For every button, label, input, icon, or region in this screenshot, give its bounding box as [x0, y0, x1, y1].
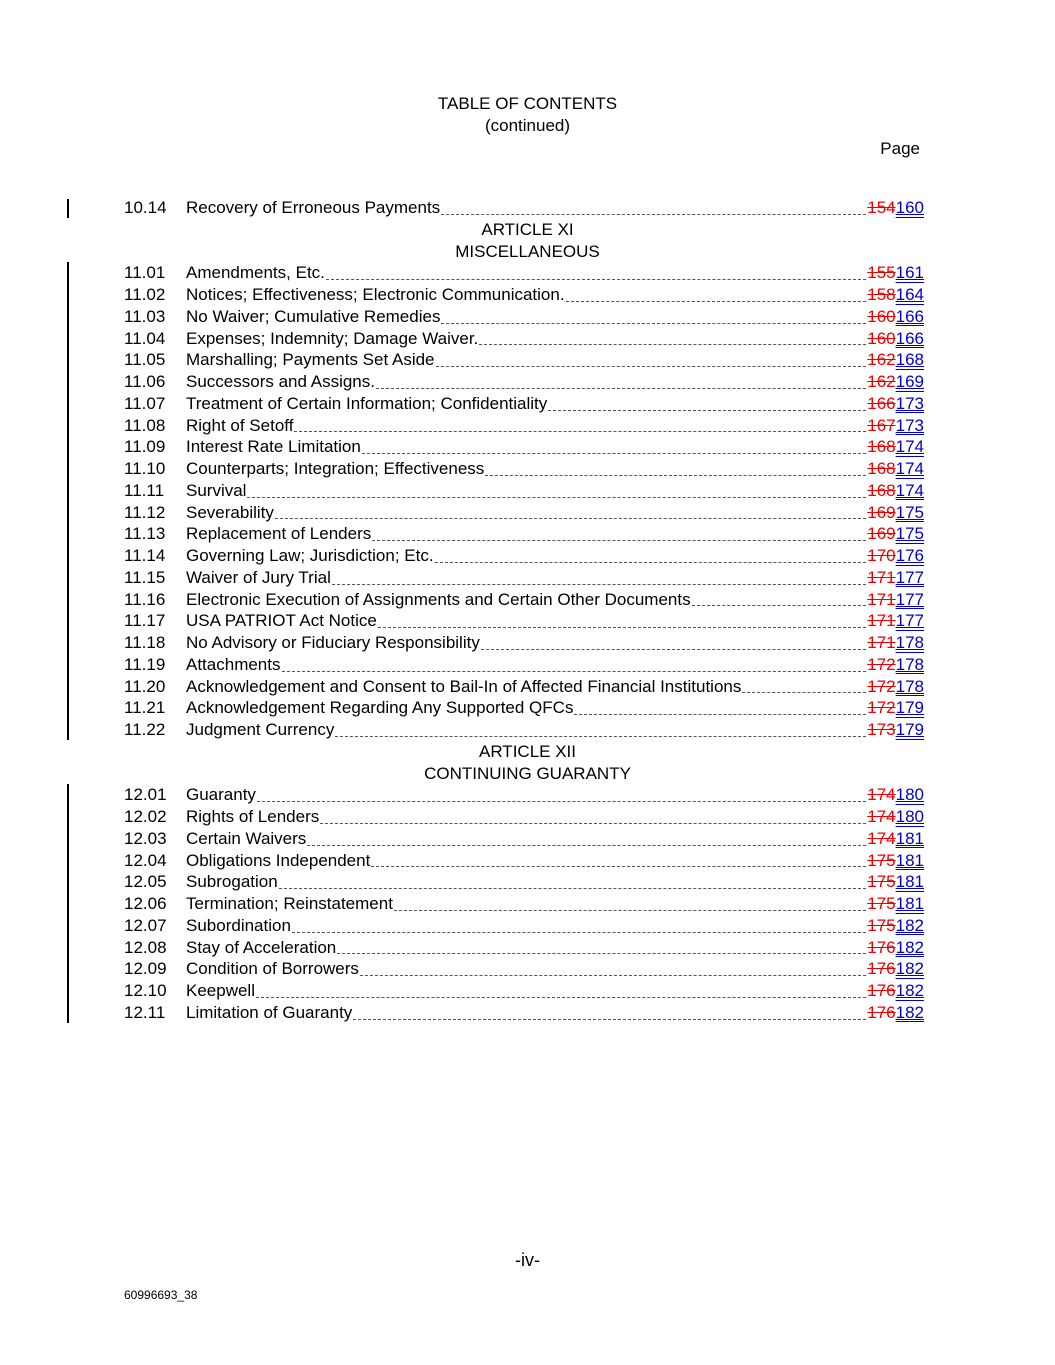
dot-leader	[360, 975, 866, 976]
inserted-page-number[interactable]: 181	[895, 828, 924, 848]
section-title[interactable]: Interest Rate Limitation	[186, 437, 361, 457]
section-title[interactable]: Treatment of Certain Information; Confidentiality	[186, 393, 548, 413]
section-title[interactable]: Subordination	[186, 915, 291, 935]
inserted-page-number[interactable]: 180	[895, 807, 924, 826]
toc-entry[interactable]	[124, 393, 924, 415]
section-title[interactable]: Acknowledgement Regarding Any Supported QFCs	[186, 698, 574, 718]
document-id: 60996693_38	[124, 1288, 198, 1302]
section-title[interactable]: Obligations Independent	[186, 850, 371, 870]
section-number: 11.11	[124, 480, 165, 500]
deleted-page-number: 171	[867, 633, 896, 652]
dot-leader	[481, 649, 866, 650]
section-title[interactable]: Right of Setoff	[186, 415, 294, 435]
inserted-page-number[interactable]: 177	[895, 611, 924, 631]
deleted-page-number: 166	[867, 393, 896, 413]
section-title[interactable]: Waiver of Jury Trial	[186, 567, 331, 587]
toc-entry[interactable]	[124, 415, 924, 437]
deleted-page-number: 175	[867, 915, 896, 935]
inserted-page-number[interactable]: 178	[895, 633, 924, 652]
deleted-page-number: 168	[867, 437, 896, 457]
section-number: 11.21	[124, 698, 166, 718]
deleted-page-number: 167	[867, 415, 896, 435]
dot-leader	[441, 323, 866, 324]
dot-leader	[376, 388, 866, 389]
toc-entry[interactable]	[124, 958, 924, 980]
section-number: 12.11	[124, 1002, 166, 1022]
section-number: 11.07	[124, 393, 166, 413]
deleted-page-number: 175	[867, 850, 896, 870]
dot-leader	[307, 845, 866, 846]
dot-leader	[353, 1019, 866, 1020]
section-number: 11.18	[124, 633, 166, 652]
deleted-page-number: 168	[867, 480, 896, 500]
inserted-page-number[interactable]: 181	[895, 872, 924, 892]
dot-leader	[362, 453, 866, 454]
inserted-page-number[interactable]: 178	[895, 654, 924, 674]
section-number: 11.12	[124, 502, 166, 522]
dot-leader	[485, 475, 866, 476]
dot-leader	[378, 627, 866, 628]
toc-entry[interactable]	[124, 480, 924, 502]
section-title[interactable]: No Waiver; Cumulative Remedies	[186, 306, 441, 326]
inserted-page-number[interactable]: 180	[895, 785, 924, 805]
toc-entry[interactable]	[124, 458, 924, 480]
inserted-page-number[interactable]: 168	[895, 350, 924, 370]
inserted-page-number[interactable]: 161	[895, 263, 924, 283]
toc-entry[interactable]	[124, 654, 924, 676]
dot-leader	[441, 214, 866, 215]
section-title[interactable]: No Advisory or Fiduciary Responsibility	[186, 633, 480, 652]
deleted-page-number: 176	[867, 937, 896, 957]
dot-leader	[256, 997, 866, 998]
section-title[interactable]: Keepwell	[186, 981, 255, 1000]
toc-entry[interactable]	[124, 915, 924, 937]
dot-leader	[394, 910, 866, 911]
dot-leader	[332, 584, 866, 585]
change-bar	[67, 199, 69, 218]
inserted-page-number[interactable]: 174	[895, 459, 924, 478]
section-title[interactable]: Rights of Lenders	[186, 807, 320, 826]
page-number: -iv-	[515, 1250, 540, 1270]
section-number: 11.10	[124, 459, 166, 478]
section-title[interactable]: Survival	[186, 480, 247, 500]
deleted-page-number: 176	[867, 1002, 896, 1022]
inserted-page-number[interactable]: 177	[895, 589, 924, 609]
deleted-page-number: 162	[867, 372, 896, 391]
section-title[interactable]: Acknowledgement and Consent to Bail-In of Affected Financial Institutions	[186, 676, 742, 696]
toc-entry[interactable]	[124, 937, 924, 959]
section-title[interactable]: Stay of Acceleration	[186, 937, 337, 957]
section-title[interactable]: Attachments	[186, 654, 281, 674]
toc-subtitle: (continued)	[484, 116, 571, 135]
deleted-page-number: 171	[867, 589, 896, 609]
inserted-page-number[interactable]: 173	[895, 393, 924, 413]
dot-leader	[371, 866, 866, 867]
change-bar	[67, 784, 69, 1023]
dot-leader	[435, 562, 867, 563]
section-number: 11.17	[124, 611, 166, 631]
section-number: 10.14	[124, 198, 167, 217]
section-number: 11.03	[124, 306, 166, 326]
deleted-page-number: 176	[867, 959, 896, 979]
section-title[interactable]: Recovery of Erroneous Payments	[186, 198, 441, 217]
page-column-label: Page	[880, 139, 920, 158]
dot-leader	[335, 736, 866, 737]
deleted-page-number: 170	[867, 546, 896, 565]
dot-leader	[282, 671, 867, 672]
section-number: 11.09	[124, 437, 166, 457]
toc-entry[interactable]	[124, 632, 924, 654]
dot-leader	[692, 605, 867, 606]
deleted-page-number: 158	[867, 285, 896, 304]
section-number: 12.02	[124, 807, 167, 826]
deleted-page-number: 169	[867, 502, 896, 522]
inserted-page-number[interactable]: 182	[895, 959, 924, 979]
toc-entry[interactable]	[124, 980, 924, 1002]
section-title[interactable]: Termination; Reinstatement	[186, 894, 393, 913]
toc-entry[interactable]	[124, 610, 924, 632]
toc-entry[interactable]	[124, 1002, 924, 1024]
toc-entry[interactable]	[124, 545, 924, 567]
dot-leader	[436, 366, 867, 367]
section-title[interactable]: Guaranty	[186, 785, 256, 805]
section-number: 12.05	[124, 872, 167, 892]
toc-entry[interactable]	[124, 436, 924, 458]
section-title[interactable]: Limitation of Guaranty	[186, 1002, 353, 1022]
section-title[interactable]: Certain Waivers	[186, 828, 307, 848]
section-title[interactable]: Counterparts; Integration; Effectiveness	[186, 459, 485, 478]
section-number: 11.06	[124, 372, 166, 391]
toc-entry[interactable]	[124, 306, 924, 328]
deleted-page-number: 174	[867, 785, 896, 805]
inserted-page-number[interactable]: 181	[895, 850, 924, 870]
dot-leader	[292, 932, 866, 933]
section-number: 11.08	[124, 415, 166, 435]
section-number: 12.04	[124, 850, 167, 870]
article-heading: ARTICLE XI	[481, 219, 574, 239]
dot-leader	[372, 540, 866, 541]
inserted-page-number[interactable]: 179	[895, 698, 924, 718]
inserted-page-number[interactable]: 164	[895, 285, 924, 304]
section-title[interactable]: Amendments, Etc.	[186, 263, 325, 283]
section-number: 12.10	[124, 981, 167, 1000]
inserted-page-number[interactable]: 173	[895, 415, 924, 435]
section-number: 11.04	[124, 328, 166, 348]
deleted-page-number: 172	[867, 654, 896, 674]
toc-entry[interactable]	[124, 806, 924, 828]
toc-entry[interactable]	[124, 676, 924, 698]
section-title[interactable]: Governing Law; Jurisdiction; Etc.	[186, 546, 434, 565]
deleted-page-number: 172	[867, 676, 896, 696]
section-number: 11.13	[124, 524, 166, 544]
toc-entry[interactable]	[124, 523, 924, 545]
deleted-page-number: 162	[867, 350, 896, 370]
article-subheading: MISCELLANEOUS	[455, 241, 600, 261]
section-number: 11.14	[124, 546, 166, 565]
section-title[interactable]: Successors and Assigns.	[186, 372, 375, 391]
dot-leader	[320, 823, 866, 824]
section-number: 11.15	[124, 567, 166, 587]
dot-leader	[294, 431, 866, 432]
section-number: 11.20	[124, 676, 166, 696]
dot-leader	[574, 714, 866, 715]
deleted-page-number: 155	[867, 263, 896, 283]
dot-leader	[548, 410, 866, 411]
section-title[interactable]: Expenses; Indemnity; Damage Waiver.	[186, 328, 479, 348]
section-title[interactable]: Replacement of Lenders	[186, 524, 372, 544]
inserted-page-number[interactable]: 182	[895, 937, 924, 957]
inserted-page-number[interactable]: 169	[895, 372, 924, 391]
toc-entry[interactable]	[124, 567, 924, 589]
deleted-page-number: 154	[867, 198, 896, 217]
dot-leader	[279, 888, 867, 889]
toc-list	[124, 197, 924, 1024]
section-title[interactable]: Electronic Execution of Assignments and Certain Other Documents	[186, 589, 691, 609]
section-number: 12.09	[124, 959, 167, 979]
inserted-page-number[interactable]: 166	[895, 306, 924, 326]
section-title[interactable]: Judgment Currency	[186, 720, 335, 739]
article-heading: ARTICLE XII	[479, 741, 576, 761]
deleted-page-number: 175	[867, 894, 896, 913]
deleted-page-number: 171	[867, 611, 896, 631]
inserted-page-number[interactable]: 179	[895, 720, 924, 739]
dot-leader	[742, 692, 866, 693]
section-title[interactable]: Condition of Borrowers	[186, 959, 359, 979]
inserted-page-number[interactable]: 175	[895, 524, 924, 544]
section-title[interactable]: USA PATRIOT Act Notice	[186, 611, 377, 631]
inserted-page-number[interactable]: 174	[895, 480, 924, 500]
inserted-page-number[interactable]: 178	[895, 676, 924, 696]
toc-entry[interactable]	[124, 871, 924, 893]
inserted-page-number[interactable]: 160	[895, 198, 924, 217]
section-title[interactable]: Marshalling; Payments Set Aside	[186, 350, 435, 370]
section-number: 11.02	[124, 285, 166, 304]
deleted-page-number: 171	[867, 567, 896, 587]
inserted-page-number[interactable]: 174	[895, 437, 924, 457]
section-number: 11.19	[124, 654, 166, 674]
deleted-page-number: 173	[867, 720, 896, 739]
toc-entry[interactable]	[124, 719, 924, 741]
toc-entry[interactable]	[124, 284, 924, 306]
deleted-page-number: 168	[867, 459, 896, 478]
section-number: 12.06	[124, 894, 167, 913]
toc-entry[interactable]	[124, 589, 924, 611]
deleted-page-number: 174	[867, 807, 896, 826]
dot-leader	[326, 279, 866, 280]
deleted-page-number: 172	[867, 698, 896, 718]
section-number: 12.03	[124, 828, 167, 848]
section-number: 11.05	[124, 350, 166, 370]
toc-entry[interactable]	[124, 328, 924, 350]
section-title[interactable]: Subrogation	[186, 872, 278, 892]
deleted-page-number: 160	[867, 328, 896, 348]
section-title[interactable]: Notices; Effectiveness; Electronic Communication.	[186, 285, 565, 304]
deleted-page-number: 160	[867, 306, 896, 326]
deleted-page-number: 169	[867, 524, 896, 544]
inserted-page-number[interactable]: 182	[895, 915, 924, 935]
inserted-page-number[interactable]: 166	[895, 328, 924, 348]
section-number: 12.01	[124, 785, 167, 805]
deleted-page-number: 174	[867, 828, 896, 848]
dot-leader	[257, 801, 866, 802]
toc-entry[interactable]	[124, 371, 924, 393]
section-number: 12.08	[124, 937, 167, 957]
toc-entry[interactable]	[124, 893, 924, 915]
toc-entry[interactable]	[124, 197, 924, 219]
section-number: 11.22	[124, 720, 166, 739]
section-number: 12.07	[124, 915, 167, 935]
section-number: 11.16	[124, 589, 166, 609]
inserted-page-number[interactable]: 177	[895, 567, 924, 587]
change-bar	[67, 262, 69, 740]
toc-entry[interactable]	[124, 850, 924, 872]
section-title[interactable]: Severability	[186, 502, 274, 522]
dot-leader	[247, 497, 866, 498]
inserted-page-number[interactable]: 176	[895, 546, 924, 565]
dot-leader	[275, 518, 866, 519]
deleted-page-number: 175	[867, 872, 896, 892]
toc-entry[interactable]	[124, 784, 924, 806]
toc-entry[interactable]	[124, 262, 924, 284]
toc-title: TABLE OF CONTENTS	[437, 94, 618, 113]
inserted-page-number[interactable]: 182	[895, 1002, 924, 1022]
inserted-page-number[interactable]: 182	[895, 981, 924, 1000]
inserted-page-number[interactable]: 181	[895, 894, 924, 913]
dot-leader	[479, 344, 866, 345]
inserted-page-number[interactable]: 175	[895, 502, 924, 522]
toc-entry[interactable]	[124, 502, 924, 524]
section-number: 11.01	[124, 263, 166, 283]
toc-entry[interactable]	[124, 349, 924, 371]
article-subheading: CONTINUING GUARANTY	[424, 763, 631, 783]
deleted-page-number: 176	[867, 981, 896, 1000]
toc-entry[interactable]	[124, 697, 924, 719]
toc-entry[interactable]	[124, 828, 924, 850]
dot-leader	[566, 301, 867, 302]
dot-leader	[337, 953, 866, 954]
